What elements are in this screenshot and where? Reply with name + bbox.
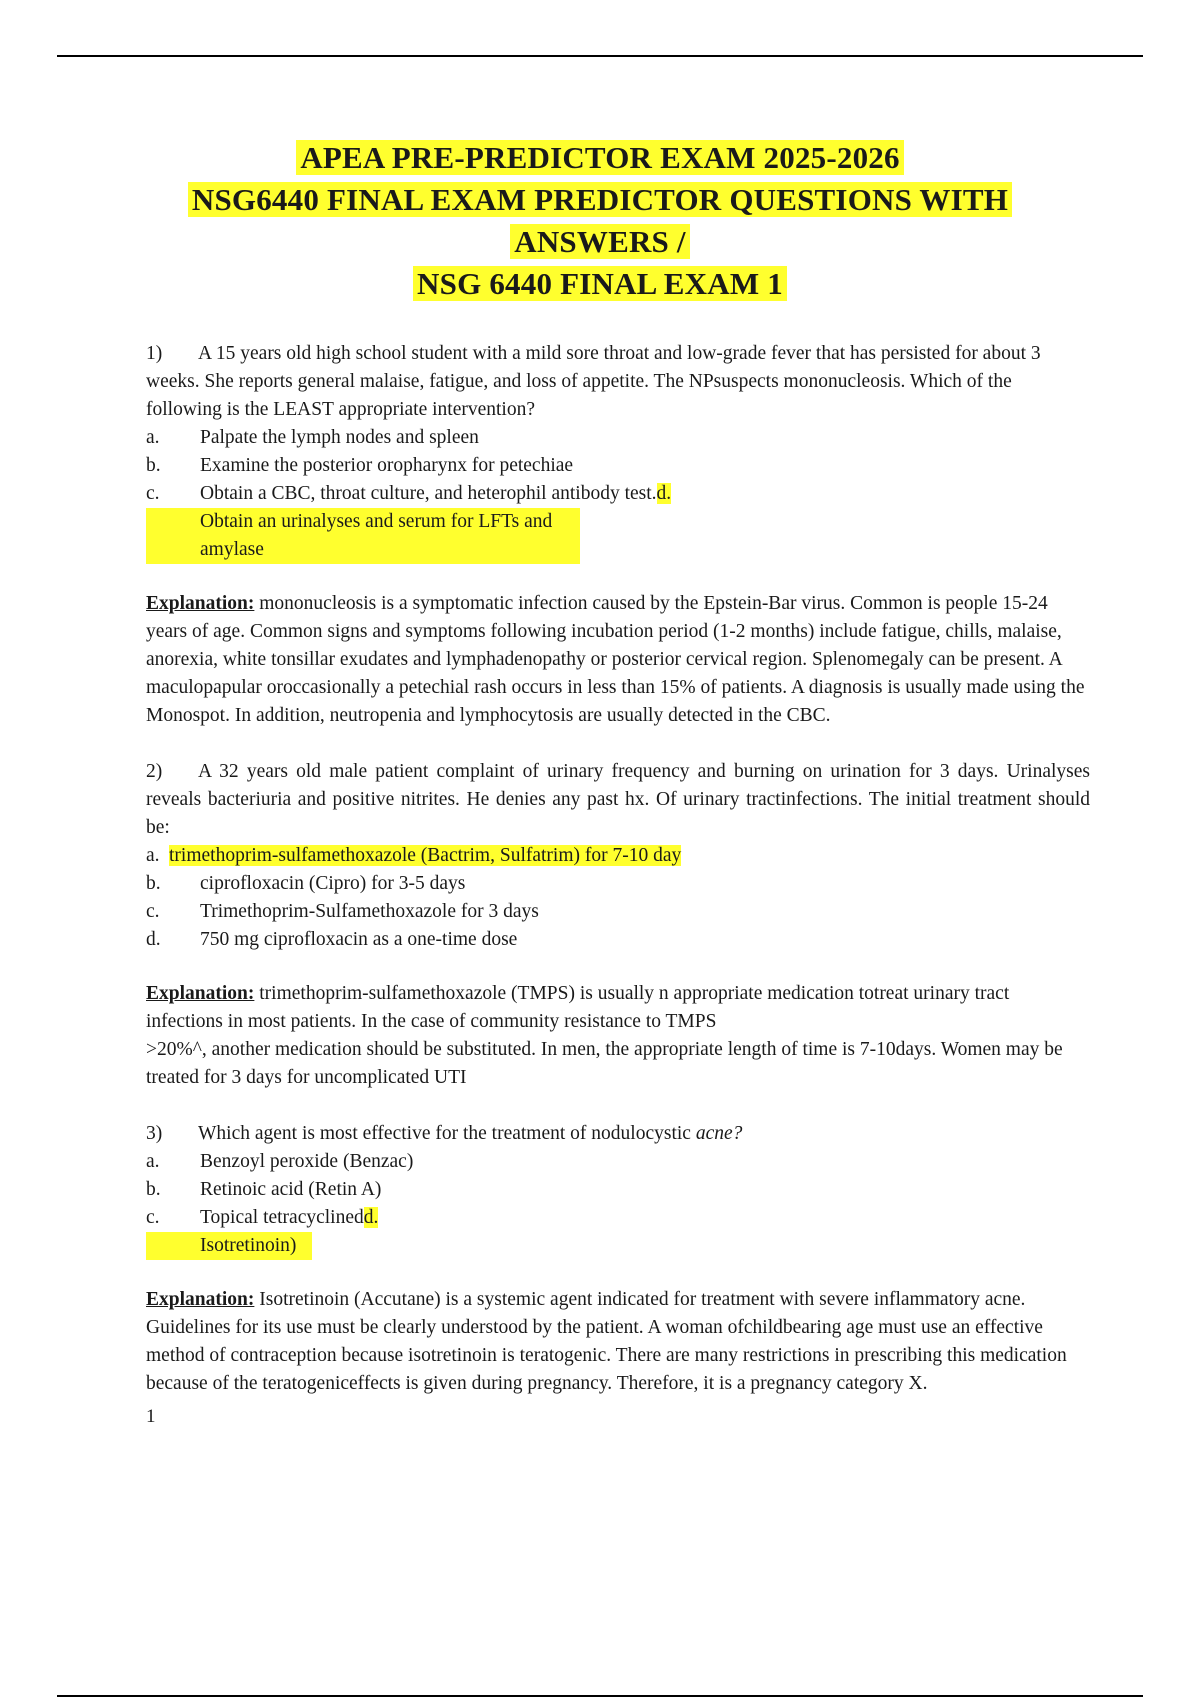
- document-body: [146, 340, 1090, 1447]
- explanation-text-cont: >20%^, another medication should be substituted. In men, the appropriate length of time is 7-10days. Women may be treated for 3 days for uncomplicated UTI: [146, 1039, 1063, 1088]
- highlighted-answer: Obtain an urinalyses and serum for LFTs and amylase: [146, 508, 580, 564]
- answer-option-a: a. trimethoprim-sulfamethoxazole (Bactrim, Sulfatrim) for 7-10 day: [146, 845, 682, 866]
- answer-option-d: [146, 508, 1090, 564]
- question-number: 3): [146, 1123, 163, 1144]
- option-d: d. 750 mg ciprofloxacin as a one-time dose: [146, 929, 518, 950]
- explanation-text: Isotretinoin (Accutane) is a systemic agent indicated for treatment with severe inflammatory acne. Guidelines for its use must be clearly understood by the patient. A woman ofchildbearing age must use an effective method of contraception because isotretinoin is teratogenic. There are many restrictions in prescribing this medication because of the teratogeniceffects is given during pregnancy. Therefore, it is a pregnancy category X.: [146, 1289, 1067, 1394]
- option-c: c. Obtain a CBC, throat culture, and heterophil antibody test.d.: [146, 483, 672, 504]
- answer-option-d: [146, 1232, 1090, 1260]
- question-stem-italic: acne?: [695, 1123, 743, 1144]
- title-line-2: NSG6440 FINAL EXAM PREDICTOR QUESTIONS WITH: [188, 182, 1012, 217]
- answer-letter: d.: [363, 1207, 379, 1228]
- highlighted-answer: Isotretinoin): [146, 1232, 312, 1260]
- question-stem: Which agent is most effective for the treatment of nodulocystic: [198, 1123, 696, 1144]
- highlighted-answer: trimethoprim-sulfamethoxazole (Bactrim, Sulfatrim) for 7-10 day: [169, 845, 682, 866]
- question-stem: A 15 years old high school student with a mild sore throat and low-grade fever that has persisted for about 3 weeks. She reports general malaise, fatigue, and loss of appetite. The NPsuspects mononucleosis. Which of the following is the LEAST appropriate intervention?: [146, 343, 1041, 420]
- page-number: 1: [146, 1406, 156, 1427]
- title-line-4: NSG 6440 FINAL EXAM 1: [413, 266, 787, 301]
- explanation-label: Explanation:: [146, 983, 255, 1004]
- question-3: [146, 1120, 1090, 1148]
- answer-letter: d.: [656, 483, 672, 504]
- option-b: b. ciprofloxacin (Cipro) for 3-5 days: [146, 873, 466, 894]
- document-title: [0, 137, 1200, 305]
- explanation-3: [146, 1286, 1090, 1398]
- explanation-1: [146, 590, 1090, 730]
- title-line-1: APEA PRE-PREDICTOR EXAM 2025-2026: [296, 140, 903, 175]
- question-2: [146, 758, 1090, 842]
- option-c: c. Topical tetracyclinedd.: [146, 1207, 379, 1228]
- option-b: b. Retinoic acid (Retin A): [146, 1179, 382, 1200]
- option-c: c. Trimethoprim-Sulfamethoxazole for 3 days: [146, 901, 539, 922]
- option-a: a. Benzoyl peroxide (Benzac): [146, 1151, 414, 1172]
- option-b: b. Examine the posterior oropharynx for petechiae: [146, 455, 574, 476]
- explanation-text: trimethoprim-sulfamethoxazole (TMPS) is usually n appropriate medication totreat urinary tract infections in most patients. In the case of community resistance to TMPS: [146, 983, 1010, 1032]
- question-number: 1): [146, 343, 163, 364]
- explanation-label: Explanation:: [146, 1289, 255, 1310]
- option-a: a. Palpate the lymph nodes and spleen: [146, 427, 479, 448]
- question-stem: A 32 years old male patient complaint of urinary frequency and burning on urination for 3 days. Urinalyses reveals bacteriuria and positive nitrites. He denies any past hx. Of urinary tractinfections. The initial treatment should be:: [146, 761, 1090, 838]
- explanation-2: [146, 980, 1090, 1092]
- explanation-label: Explanation:: [146, 593, 255, 614]
- bottom-rule: [57, 1695, 1143, 1697]
- explanation-text: mononucleosis is a symptomatic infection caused by the Epstein-Bar virus. Common is people 15-24 years of age. Common signs and symptoms following incubation period (1-2 months) include fatigue, chills, malaise, anorexia, white tonsillar exudates and lymphadenopathy or posterior cervical region. Splenomegaly can be present. A maculopapular oroccasionally a petechial rash occurs in less than 15% of patients. A diagnosis is usually made using the Monospot. In addition, neutropenia and lymphocytosis are usually detected in the CBC.: [146, 593, 1085, 726]
- title-line-3: ANSWERS /: [510, 224, 689, 259]
- question-number: 2): [146, 761, 163, 782]
- top-rule: [57, 55, 1143, 57]
- question-1: [146, 340, 1090, 424]
